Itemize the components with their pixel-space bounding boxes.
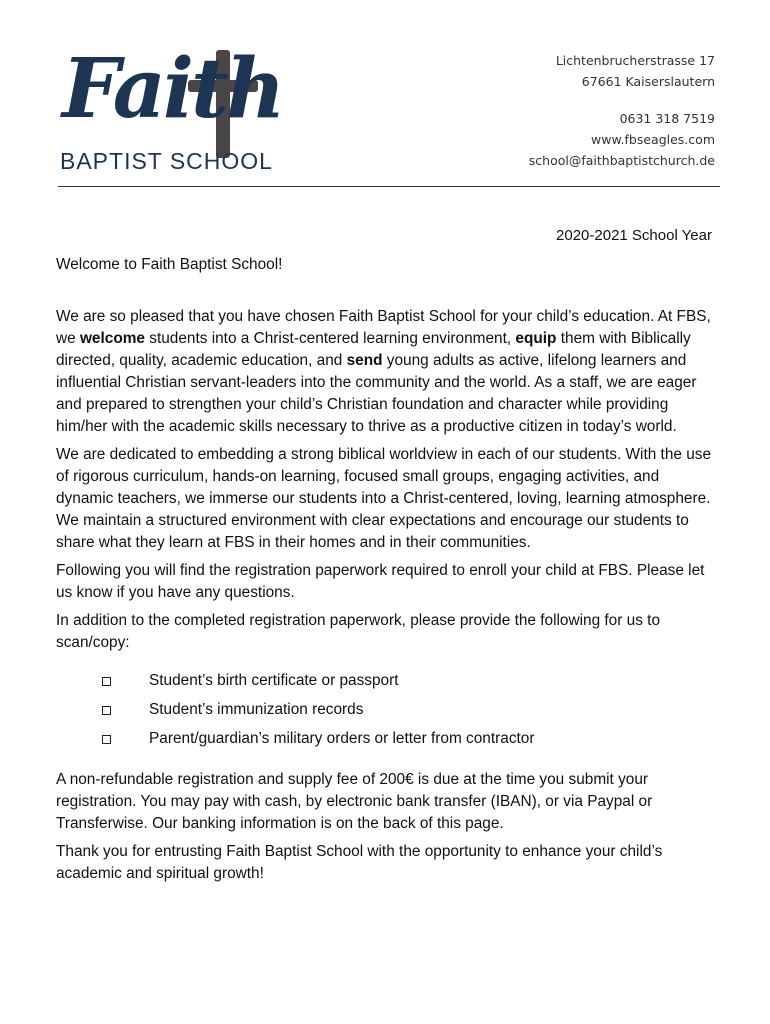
paragraph-worldview: We are dedicated to embedding a strong biblical worldview in each of our students. With the use of rigorous curriculum, hands-on learning, focused small groups, engaging activities, and dynamic teachers, we immerse our students into a Christ-centered, loving, learning atmosphere. We maintain a structured environment with clear expectations and encourage our students to share what they learn at FBS in their homes and in their communities. bbox=[56, 446, 712, 551]
contact-phone: 0631 318 7519 bbox=[619, 111, 715, 126]
contact-block bbox=[529, 50, 715, 171]
emphasis-equip: equip bbox=[515, 330, 557, 347]
logo-subtitle: BAPTIST SCHOOL bbox=[60, 148, 273, 174]
contact-city: 67661 Kaiserslautern bbox=[581, 74, 715, 89]
emphasis-welcome: welcome bbox=[79, 330, 145, 347]
letter-body bbox=[56, 254, 720, 891]
paragraph-fee: A non-refundable registration and supply fee of 200€ is due at the time you submit your registration. You may pay with cash, by electronic bank transfer (IBAN), or via Paypal or Transferwise. Our banking information is on the back of this page. bbox=[56, 771, 653, 832]
document-checklist bbox=[56, 670, 720, 757]
paragraph-documents: In addition to the completed registration paperwork, please provide the following for us to scan/copy: bbox=[56, 612, 661, 651]
contact-email: school@faithbaptistchurch.de bbox=[528, 153, 715, 168]
contact-street: Lichtenbrucherstrasse 17 bbox=[555, 53, 715, 68]
checklist-item: Parent/guardian’s military orders or letter from contractor bbox=[56, 728, 720, 757]
school-year: 2020-2021 School Year bbox=[556, 227, 712, 244]
checkbox-icon bbox=[102, 735, 111, 744]
logo-wordmark: Faith bbox=[62, 41, 283, 137]
header-divider bbox=[58, 186, 720, 187]
paragraph-thanks: Thank you for entrusting Faith Baptist School with the opportunity to enhance your child’s academic and spiritual growth! bbox=[56, 843, 663, 882]
checkbox-icon bbox=[102, 706, 111, 715]
checkbox-icon bbox=[102, 677, 111, 686]
greeting: Welcome to Faith Baptist School! bbox=[56, 256, 283, 273]
emphasis-send: send bbox=[346, 352, 383, 369]
paragraph-welcome: We are so pleased that you have chosen Faith Baptist School for your child’s education. At FBS, we welcome students into a Christ-centered learning environment, equip them with Biblically directed, quality, academic education, and send young adults as active, lifelong learners and influential Christian servant-leaders into the community and the world. As a staff, we are eager and prepared to strengthen your child’s Christian foundation and character while providing him/her with the academic skills necessary to thrive as a productive citizen in today’s world. bbox=[56, 308, 711, 435]
contact-website: www.fbseagles.com bbox=[591, 132, 715, 147]
checklist-item: Student’s birth certificate or passport bbox=[56, 670, 720, 699]
checklist-item: Student’s immunization records bbox=[56, 699, 720, 728]
paragraph-registration: Following you will find the registration paperwork required to enroll your child at FBS. Please let us know if you have any questions. bbox=[56, 562, 705, 601]
school-logo bbox=[58, 40, 298, 175]
